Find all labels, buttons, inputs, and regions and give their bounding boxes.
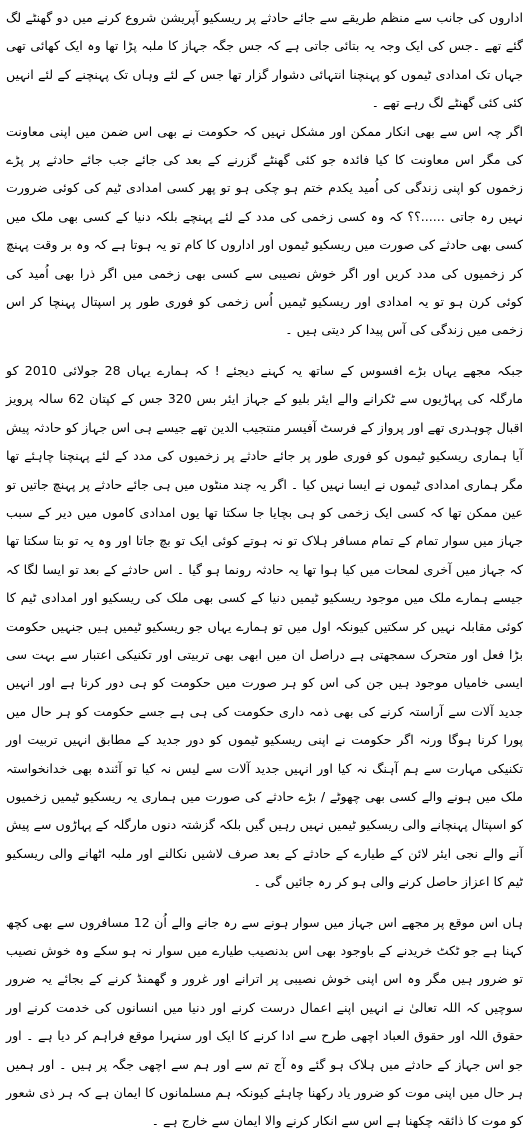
article-paragraph-2: اگر چہ اس سے بھی انکار ممکن اور مشکل نہیں کہ حکومت نے بھی اس ضمن میں اپنی معاونت کی مگر اس معاونت کا کیا فائدہ جو کئی گھنٹے گزرنے کے بعد کی جائے جب جائے حادثے پر پڑے زخموں کو اپنی زندگی کی اُمید یکدم ختم ہو چکی ہو تو پھر کسی امدادی ٹیم کی کوئی ضرورت نہیں رہ جاتی ......؟؟ کہ وہ کسی زخمی کی مدد کے لئے پہنچے بلکہ دنیا کے کسی بھی ملک میں کسی بھی حادثے کی صورت میں ریسکیو ٹیموں اور اداروں کا کام تو یہ ہوتا ہے کہ وہ بر وقت پہنچ کر زخمیوں کی مدد کریں اور اگر خوش نصیبی سے کسی بھی زخمی میں اگر ذرا بھی اُمید کی کوئی کرن ہو تو یہ امدادی اور ریسکیو ٹیمیں اُس زخمی کو فوری طور پر اسپتال پہنچا کر اس زخمی میں زندگی کی آس پیدا کر دیتی ہیں ۔ xyxy=(6,123,523,338)
article-paragraph-1: اداروں کی جانب سے منظم طریقے سے جائے حادثے پر ریسکیو آپریشن شروع کرنے میں دو گھنٹے لگ گئے تھے ۔جس کی ایک وجہ یہ بتائی جاتی ہے کہ جس جگہ جہاز کا ملبہ پڑا تھا وہ ایک کھائی تھی جہاں تک امدادی ٹیموں کو پہنچنا انتہائی دشوار گزار تھا جس کے لئے وہاں تک پہنچنے کے لئے انہیں کئی کئی گھنٹے لگ رہے تھے ۔ xyxy=(6,10,523,111)
article-paragraph-3: جبکہ مجھے یہاں بڑے افسوس کے ساتھ یہ کہنے دیجئے ! کہ ہمارے یہاں 28 جولائی 2010 کو مارگلہ کی پہاڑیوں سے ٹکرانے والے ایئر بلیو کے جہاز ایئر بس 320 جس کے کپتان 62 سالہ پرویز اقبال چوہدری تھے اور پرواز کے فرسٹ آفیسر منتجیب الدین تھے جیسے ہی اس جہاز کو حادثہ پیش آیا ہماری ریسکیو ٹیموں کو فوری طور پر جائے حادثے پر زخمیوں کی مدد کے لئے پہنچنا چاہئے تھا مگر ہماری امدادی ٹیموں نے ایسا نہیں کیا ۔ اگر یہ چند منٹوں میں ہی جائے حادثے پر پہنچ جاتیں تو عین ممکن تھا کہ کسی ایک زخمی کو ہی بچایا جا سکتا تھا یوں امدادی کاموں میں دیر کے سبب جہاز میں سوار تمام کے تمام مسافر ہلاک تو نہ ہوتے کوئی ایک تو بچ جاتا اور وہ یہ تو بتا سکتا تھا کہ جہاز میں آخری لمحات میں کیا ہوا تھا یہ حادثہ رونما ہو گیا ۔ اس حادثے کے بعد تو ایسا لگا کہ جیسے ہمارے ملک میں موجود ریسکیو ٹیمیں دنیا کے کسی بھی ملک کی ریسکیو اور امدادی ٹیم کا کوئی مقابلہ نہیں کر سکتیں کیونکہ اول میں تو ہمارے یہاں جو ریسکیو ٹیمیں ہیں جنہیں حکومت بڑا فعل اور متحرک سمجھتی ہے دراصل ان میں ابھی بھی تربیتی اور تکنیکی اعتبار سے بہت سی ایسی خامیاں موجود ہیں جن کی اس کو ہر صورت میں حکومت کو ہی دور کرنا ہے اور انہیں جدید آلات سے آراستہ کرنے کی بھی ذمہ داری حکومت کی ہی ہے جسے حکومت کو ہر حال میں پورا کرنا ہوگا ورنہ اگر حکومت نے اپنی ریسکیو ٹیموں کو دور جدید کے مطابق انہیں تربیت اور تکنیکی مہارت سے ہم آہنگ نہ کیا اور انہیں جدید آلات سے لیس نہ کیا تو آئندہ بھی خدانخواستہ ملک میں ہونے والے کسی بھی چھوٹے / بڑے حادثے کی صورت میں ہماری یہ ریسکیو ٹیمیں زخمیوں کو اسپتال پہنچانے والی ریسکیو ٹیمیں نہیں رہیں گیں بلکہ گزشتہ دنوں مارگلہ کے پہاڑوں سے پیش آنے والے نجی ایئر لائن کے طیارے کے حادثے کے بعد صرف لاشیں نکالنے اور ملبہ اٹھانے والی ریسکیو ٹیم کا اعزاز حاصل کرنے والی ہو کر رہ جائیں گی ۔ xyxy=(6,362,523,890)
paragraph-spacer xyxy=(6,345,523,357)
paragraph-spacer xyxy=(6,897,523,909)
article-paragraph-4: ہاں اس موقع پر مجھے اس جہاز میں سوار ہونے سے رہ جانے والے اُن 12 مسافروں سے بھی کچھ کہنا ہے جو ٹکٹ خریدنے کے باوجود بھی اس بدنصیب طیارے میں سوار نہ ہو سکے وہ خوش نصیب تو ضرور ہیں مگر وہ اس اپنی خوش نصیبی پر اترانے اور غرور و گھمنڈ کرنے کے بجائے یہ ضرور سوچیں کہ اللہ تعالیٰ نے انہیں اپنے اعمال درست کرنے اور دنیا میں انسانوں کی خدمت کرنے اور حقوق اللہ اور حقوق العباد اچھی طرح سے ادا کرنے کا ایک اور سنہرا موقع فراہم کر دیا ہے ۔ اور جو اس جہاز کے حادثے میں ہلاک ہو گئے وہ آج تم سے اور ہم سے اچھی جگہ پر ہیں ۔ اور ہمیں ہر حال میں اپنی موت کو ضرور یاد رکھنا چاہئے کیونکہ ہم مسلمانوں کا ایمان ہے کہ ہر ذی شعور کو موت کا ذائقہ چکھنا ہے اس سے انکار کرنے والا ایمان سے خارج ہے ۔ xyxy=(6,914,524,1129)
